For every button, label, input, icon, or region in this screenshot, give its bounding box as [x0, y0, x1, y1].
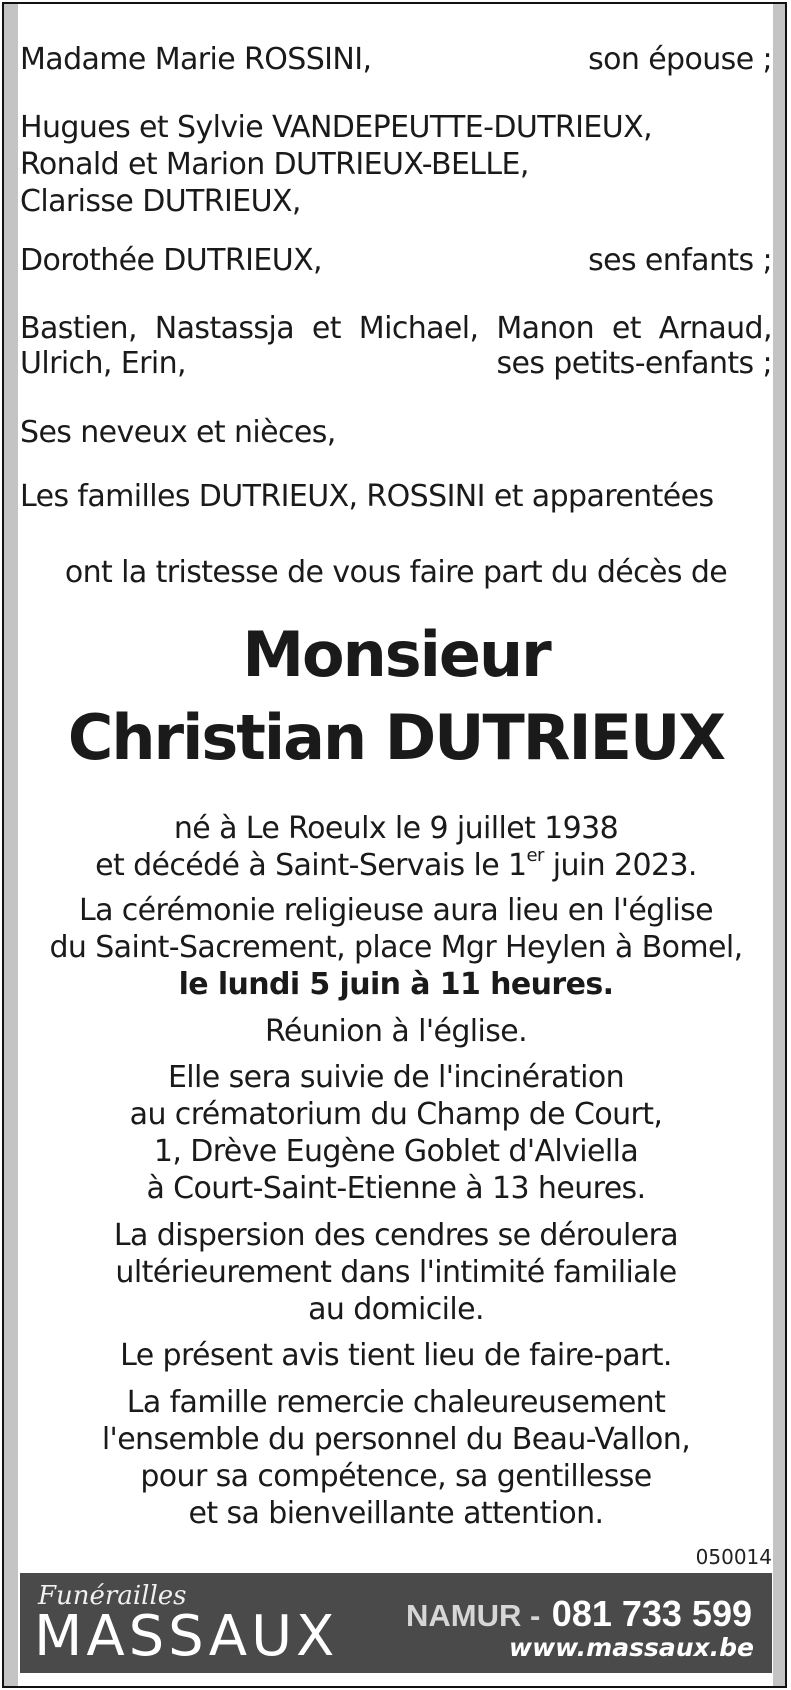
thanks-line: et sa bienveillante attention. — [188, 1496, 604, 1531]
grandchildren-role: ses petits-enfants ; — [496, 346, 772, 381]
birth-line: né à Le Roeulx le 9 juillet 1938 — [173, 811, 619, 846]
obituary-content — [20, 0, 772, 1690]
child-line: Hugues et Sylvie VANDEPEUTTE-DUTRIEUX, — [20, 110, 653, 145]
thanks-line: La famille remercie chaleureusement — [126, 1385, 666, 1420]
cremation-line: Elle sera suivie de l'incinération — [167, 1060, 625, 1095]
ashes-line: ultérieurement dans l'intimité familiale — [115, 1255, 677, 1290]
deceased-title: Monsieur — [242, 618, 550, 691]
grandchildren-last: Ulrich, Erin, — [20, 346, 186, 381]
footer-city: NAMUR - — [406, 1598, 541, 1633]
families-line: Les familles DUTRIEUX, ROSSINI et apparentées — [20, 479, 714, 514]
cremation-line: à Court-Saint-Etienne à 13 heures. — [146, 1171, 646, 1206]
footer-website: www.massaux.be — [508, 1633, 754, 1662]
grandchild-word: Bastien, — [20, 311, 137, 346]
nephews-line: Ses neveux et nièces, — [20, 415, 336, 450]
ceremony-date: le lundi 5 juin à 11 heures. — [178, 967, 614, 1002]
footer-brand: MASSAUX — [34, 1604, 339, 1669]
grandchild-word: et — [311, 311, 341, 346]
death-line — [20, 847, 772, 885]
thanks-line: pour sa compétence, sa gentillesse — [140, 1459, 652, 1494]
reference-number: 050014 — [695, 1545, 772, 1569]
grandchild-word: Michael, — [358, 311, 479, 346]
grandchild-word: et — [611, 311, 641, 346]
announcement-line: ont la tristesse de vous faire part du décès de — [64, 555, 728, 590]
footer-label: Funérailles — [38, 1581, 187, 1611]
child-line-last: Dorothée DUTRIEUX, — [20, 243, 322, 278]
grandchild-word: Manon — [496, 311, 594, 346]
deceased-name: Christian DUTRIEUX — [67, 701, 725, 774]
grandchild-word: Arnaud, — [658, 311, 772, 346]
spouse-name: Madame Marie ROSSINI, — [20, 42, 372, 77]
meeting-line: Réunion à l'église. — [264, 1014, 528, 1049]
footer-phone: 081 733 599 — [551, 1593, 752, 1634]
ashes-line: La dispersion des cendres se déroulera — [113, 1218, 679, 1253]
death-line-suffix: juin 2023. — [543, 848, 697, 883]
ceremony-line: du Saint-Sacrement, place Mgr Heylen à Bomel, — [49, 930, 743, 965]
ashes-line: au domicile. — [308, 1292, 484, 1327]
grandchild-word: Nastassja — [154, 311, 294, 346]
funeral-home-footer — [20, 1573, 772, 1673]
death-line-superscript: er — [526, 845, 544, 866]
child-line: Ronald et Marion DUTRIEUX-BELLE, — [20, 147, 529, 182]
death-line-prefix: et décédé à Saint-Servais le 1 — [95, 848, 527, 883]
cremation-line: au crématorium du Champ de Court, — [129, 1097, 663, 1132]
children-role: ses enfants ; — [588, 243, 772, 278]
grandchildren-line — [20, 310, 772, 348]
cremation-line: 1, Drève Eugène Goblet d'Alviella — [153, 1134, 639, 1169]
thanks-line: l'ensemble du personnel du Beau-Vallon, — [101, 1422, 691, 1457]
ceremony-line: La cérémonie religieuse aura lieu en l'église — [78, 893, 714, 928]
child-line: Clarisse DUTRIEUX, — [20, 184, 301, 219]
spouse-role: son épouse ; — [588, 42, 772, 77]
notice-line: Le présent avis tient lieu de faire-part. — [120, 1338, 672, 1373]
